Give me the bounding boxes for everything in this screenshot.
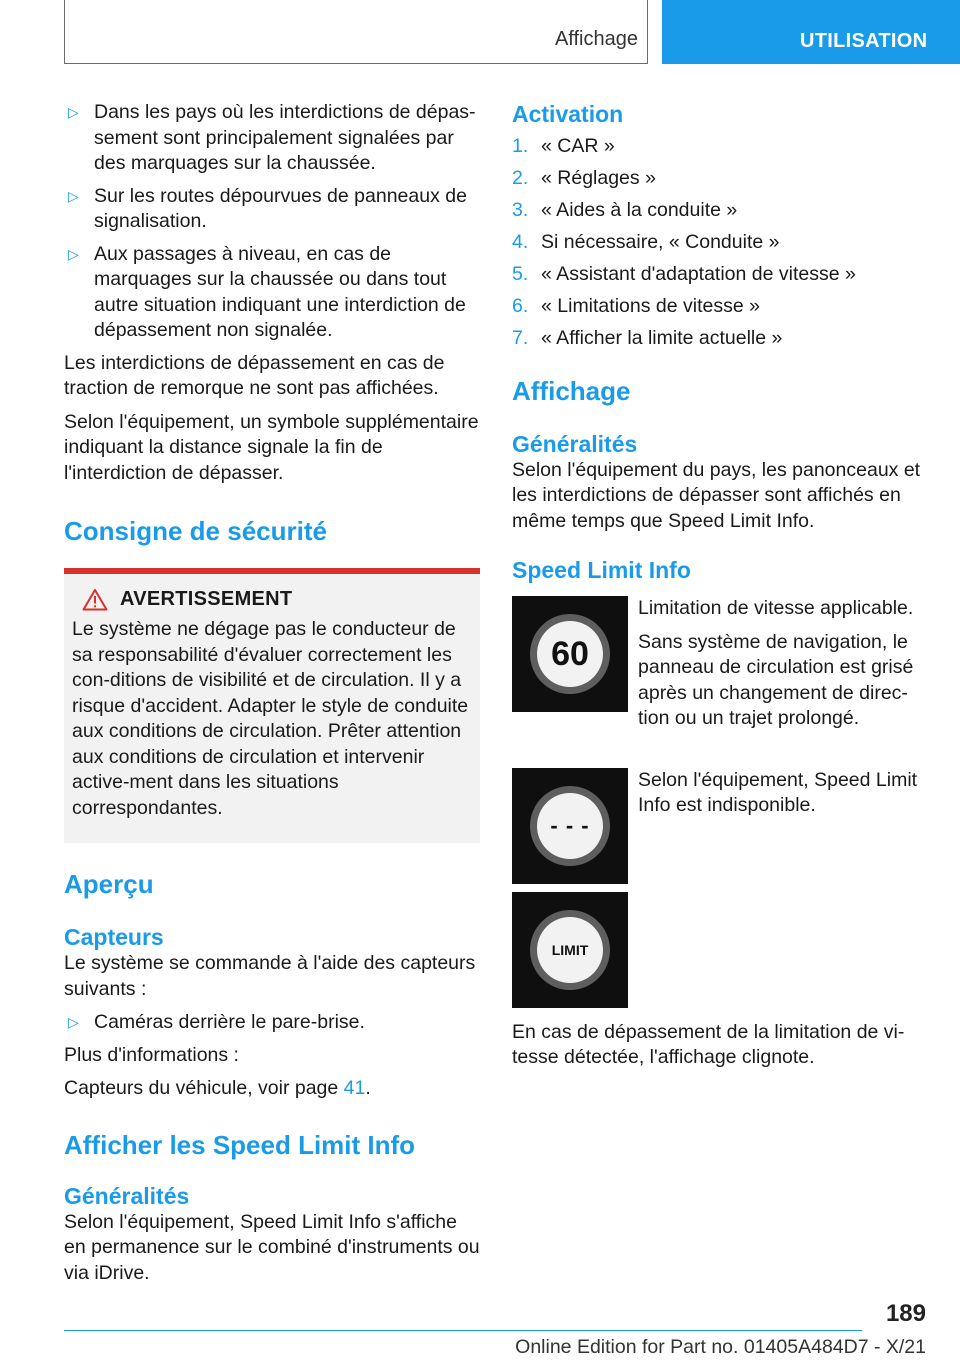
heading-generalites: Généralités bbox=[64, 1182, 190, 1209]
page-link[interactable]: 41 bbox=[343, 1077, 366, 1099]
triangle-bullet-icon: ▷ bbox=[68, 187, 79, 204]
heading-affichage: Affichage bbox=[512, 375, 631, 406]
paragraph-blinking: En cas de dépassement de la limitation de vi-tesse détectée, l'affichage clignote. bbox=[512, 1020, 905, 1068]
paragraph-generalites: Selon l'équipement du pays, les panonceaux et les interdictions de dépasser sont affichés en même temps que Speed Limit Info. bbox=[512, 458, 921, 532]
paragraph-generalites: Selon l'équipement, Speed Limit Info s'affiche en permanence sur le combiné d'instruments ou via iDrive. bbox=[64, 1210, 480, 1284]
warning-title: AVERTISSEMENT bbox=[120, 588, 293, 610]
speed-sign-limit-image bbox=[512, 892, 628, 1008]
footer-edition: Online Edition for Part no. 01405A484D7 - X/21 bbox=[515, 1336, 926, 1358]
triangle-bullet-icon: ▷ bbox=[68, 1014, 79, 1030]
page-number: 189 bbox=[885, 1300, 926, 1327]
heading-apercu: Aperçu bbox=[64, 869, 154, 899]
heading-capteurs: Capteurs bbox=[64, 924, 164, 950]
list-item: 4. Si nécessaire, « Conduite » bbox=[512, 231, 780, 253]
list-item: 7. « Afficher la limite actuelle » bbox=[512, 327, 783, 349]
header-section-title: Affichage bbox=[554, 28, 638, 50]
list-item: 1. « CAR » bbox=[512, 135, 615, 157]
sign-row-unavailable bbox=[512, 768, 922, 884]
paragraph-trailer: Les interdictions de dépassement en cas de traction de remorque ne sont pas affichées. bbox=[64, 351, 445, 399]
list-item: ▷ Dans les pays où les interdictions de dépas-sement sont principalement signalées par des marquages sur la chaussée. bbox=[68, 101, 476, 174]
paragraph-more-info: Plus d'informations : bbox=[64, 1043, 239, 1066]
bullet-list-sensors bbox=[64, 1010, 480, 1036]
list-item: 6. « Limitations de vitesse » bbox=[512, 295, 760, 317]
list-item: 3. « Aides à la conduite » bbox=[512, 199, 738, 221]
speed-value: - - - bbox=[537, 793, 603, 859]
warning-box bbox=[64, 568, 480, 843]
sign-description: Limitation de vitesse applicable. Sans système de navigation, le panneau de circulation est grisé après un changement de direc-tion ou un trajet prolongé. bbox=[638, 597, 914, 729]
heading-show-speed-limit-info: Afficher les Speed Limit Info bbox=[64, 1129, 416, 1160]
heading-safety: Consigne de sécurité bbox=[64, 516, 327, 546]
speed-sign-60-image bbox=[512, 596, 628, 712]
list-item: 5. « Assistant d'adaptation de vitesse » bbox=[512, 263, 856, 285]
warning-text: Le système ne dégage pas le conducteur de sa responsabilité d'évaluer correctement les con-ditions de visibilité et de circulation. Il y a risque d'accident. Adapter le style de conduite aux conditions de circulation. Prêter attention aux conditions de circulation et intervenir active-ment dans les situations correspondantes. bbox=[72, 618, 469, 819]
bullet-list-conditions bbox=[64, 100, 480, 344]
triangle-bullet-icon: ▷ bbox=[68, 245, 79, 262]
heading-speed-limit-info: Speed Limit Info bbox=[512, 557, 691, 583]
list-item: ▷ Sur les routes dépourvues de panneaux de signalisation. bbox=[68, 184, 467, 232]
list-item: ▷ Aux passages à niveau, en cas de marquages sur la chaussée ou dans tout autre situation indiquant une interdiction de dépassement non signalée. bbox=[68, 242, 466, 341]
list-item: 2. « Réglages » bbox=[512, 167, 656, 189]
paragraph-symbol: Selon l'équipement, un symbole supplémentaire indiquant la distance signale la fin de l'interdiction de dépasser. bbox=[64, 410, 479, 484]
warning-triangle-icon bbox=[82, 588, 108, 611]
paragraph-reference: Capteurs du véhicule, voir page 41. bbox=[64, 1077, 371, 1099]
footer-divider bbox=[64, 1330, 862, 1331]
heading-activation: Activation bbox=[512, 101, 624, 127]
sign-row-limit-flag bbox=[512, 892, 922, 1008]
list-item: ▷ Caméras derrière le pare-brise. bbox=[64, 1010, 480, 1036]
sign-description: Selon l'équipement, Speed Limit Info est indisponible. bbox=[638, 768, 918, 816]
triangle-bullet-icon: ▷ bbox=[68, 104, 79, 120]
activation-steps bbox=[512, 134, 922, 352]
sign-row-limit bbox=[512, 596, 922, 740]
header-chapter-tab: UTILISATION bbox=[662, 0, 960, 64]
speed-value: LIMIT bbox=[537, 917, 603, 983]
speed-sign-unavailable-image bbox=[512, 768, 628, 884]
speed-value: 60 bbox=[537, 621, 603, 687]
heading-generalites: Généralités bbox=[512, 430, 638, 457]
right-column bbox=[512, 100, 922, 1079]
left-column bbox=[64, 100, 480, 1294]
paragraph-capteurs: Le système se commande à l'aide des capteurs suivants : bbox=[64, 952, 476, 1000]
warning-header bbox=[72, 588, 472, 611]
